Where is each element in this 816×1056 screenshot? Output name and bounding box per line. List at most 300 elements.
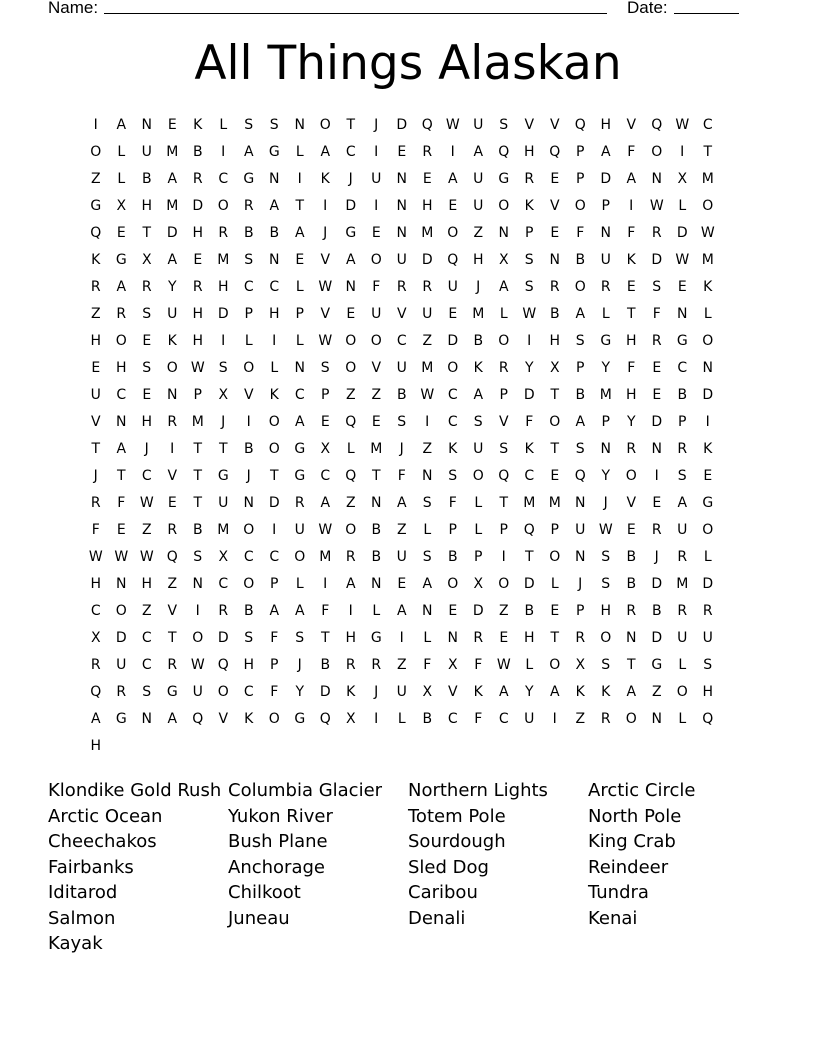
grid-letter[interactable]: S [601, 657, 611, 673]
grid-letter[interactable]: A [167, 171, 178, 187]
grid-letter[interactable]: E [677, 279, 687, 295]
grid-letter[interactable]: C [243, 279, 254, 295]
grid-letter[interactable]: Y [295, 684, 305, 700]
grid-letter[interactable]: C [243, 684, 254, 700]
grid-letter[interactable]: O [574, 279, 586, 295]
grid-letter[interactable]: I [221, 333, 226, 349]
grid-letter[interactable]: N [243, 495, 254, 511]
grid-letter[interactable]: R [422, 279, 433, 295]
grid-letter[interactable]: D [651, 630, 663, 646]
grid-letter[interactable]: X [320, 441, 331, 457]
grid-letter[interactable]: E [91, 360, 101, 376]
grid-letter[interactable]: D [447, 333, 459, 349]
grid-letter[interactable]: O [498, 198, 510, 214]
grid-letter[interactable]: O [549, 414, 561, 430]
grid-letter[interactable]: E [167, 495, 177, 511]
grid-letter[interactable]: L [295, 144, 304, 160]
grid-letter[interactable]: Z [498, 603, 509, 619]
grid-letter[interactable]: R [600, 279, 611, 295]
grid-letter[interactable]: Z [167, 576, 178, 592]
grid-letter[interactable]: V [243, 387, 254, 403]
grid-letter[interactable]: G [217, 468, 229, 484]
grid-letter[interactable]: G [702, 495, 714, 511]
grid-letter[interactable]: L [474, 495, 483, 511]
grid-letter[interactable]: Y [524, 360, 534, 376]
grid-letter[interactable]: C [447, 387, 458, 403]
grid-letter[interactable]: Q [217, 657, 229, 673]
grid-letter[interactable]: C [702, 117, 713, 133]
grid-letter[interactable]: I [195, 603, 200, 619]
grid-letter[interactable]: T [550, 630, 560, 646]
grid-letter[interactable]: O [115, 333, 127, 349]
grid-letter[interactable]: Z [651, 684, 662, 700]
grid-letter[interactable]: M [319, 549, 332, 565]
grid-letter[interactable]: J [297, 657, 302, 673]
grid-letter[interactable]: A [473, 144, 484, 160]
grid-letter[interactable]: O [676, 684, 688, 700]
grid-letter[interactable]: W [190, 360, 205, 376]
grid-letter[interactable]: K [193, 117, 203, 133]
grid-letter[interactable]: A [116, 279, 127, 295]
grid-letter[interactable]: N [269, 171, 280, 187]
grid-letter[interactable]: A [320, 144, 331, 160]
grid-letter[interactable]: G [294, 441, 306, 457]
grid-letter[interactable]: I [272, 522, 277, 538]
grid-letter[interactable]: H [625, 333, 637, 349]
grid-letter[interactable]: V [167, 468, 178, 484]
grid-letter[interactable]: F [627, 225, 636, 241]
grid-letter[interactable]: K [448, 441, 458, 457]
grid-letter[interactable]: V [218, 711, 229, 727]
grid-letter[interactable]: H [523, 630, 535, 646]
grid-letter[interactable]: E [448, 198, 458, 214]
grid-letter[interactable]: R [498, 360, 509, 376]
grid-letter[interactable]: O [166, 360, 178, 376]
grid-letter[interactable]: K [320, 171, 330, 187]
grid-letter[interactable]: B [549, 306, 560, 322]
grid-letter[interactable]: I [552, 711, 557, 727]
grid-letter[interactable]: V [524, 117, 535, 133]
grid-letter[interactable]: E [167, 117, 177, 133]
grid-letter[interactable]: O [243, 576, 255, 592]
grid-letter[interactable]: K [167, 333, 177, 349]
grid-letter[interactable]: A [167, 252, 178, 268]
grid-letter[interactable]: K [473, 360, 483, 376]
grid-letter[interactable]: U [447, 279, 458, 295]
grid-letter[interactable]: H [90, 576, 102, 592]
grid-letter[interactable]: N [498, 225, 509, 241]
grid-letter[interactable]: R [90, 279, 101, 295]
grid-letter[interactable]: L [703, 306, 712, 322]
grid-letter[interactable]: S [677, 468, 687, 484]
grid-letter[interactable]: R [167, 414, 178, 430]
grid-letter[interactable]: P [193, 387, 202, 403]
grid-letter[interactable]: H [702, 684, 714, 700]
grid-letter[interactable]: E [626, 522, 636, 538]
grid-letter[interactable]: A [269, 603, 280, 619]
grid-letter[interactable]: N [600, 225, 611, 241]
grid-letter[interactable]: C [498, 711, 509, 727]
grid-letter[interactable]: U [218, 495, 229, 511]
grid-letter[interactable]: L [678, 657, 687, 673]
grid-letter[interactable]: P [474, 549, 483, 565]
grid-letter[interactable]: D [676, 225, 688, 241]
grid-letter[interactable]: R [141, 279, 152, 295]
grid-letter[interactable]: J [654, 549, 659, 565]
grid-letter[interactable]: E [499, 630, 509, 646]
grid-letter[interactable]: A [167, 711, 178, 727]
grid-letter[interactable]: G [243, 171, 255, 187]
grid-letter[interactable]: A [600, 144, 611, 160]
grid-letter[interactable]: I [323, 198, 328, 214]
grid-letter[interactable]: T [91, 441, 101, 457]
grid-letter[interactable]: O [702, 333, 714, 349]
grid-letter[interactable]: W [649, 198, 664, 214]
grid-letter[interactable]: M [217, 522, 230, 538]
grid-letter[interactable]: D [600, 171, 612, 187]
grid-letter[interactable]: A [294, 414, 305, 430]
grid-letter[interactable]: O [268, 414, 280, 430]
grid-letter[interactable]: N [422, 468, 433, 484]
grid-letter[interactable]: X [498, 252, 509, 268]
grid-letter[interactable]: Q [574, 117, 586, 133]
grid-letter[interactable]: O [625, 711, 637, 727]
grid-letter[interactable]: A [549, 684, 560, 700]
grid-letter[interactable]: M [166, 198, 179, 214]
grid-letter[interactable]: I [323, 576, 328, 592]
grid-letter[interactable]: E [116, 225, 126, 241]
grid-letter[interactable]: S [652, 279, 662, 295]
grid-letter[interactable]: D [651, 414, 663, 430]
grid-letter[interactable]: X [345, 711, 356, 727]
grid-letter[interactable]: R [167, 657, 178, 673]
grid-letter[interactable]: Z [575, 711, 586, 727]
grid-letter[interactable]: H [421, 198, 433, 214]
grid-letter[interactable]: S [142, 360, 152, 376]
grid-letter[interactable]: T [193, 441, 203, 457]
grid-letter[interactable]: W [114, 549, 129, 565]
grid-letter[interactable]: C [90, 603, 101, 619]
grid-letter[interactable]: E [142, 333, 152, 349]
grid-letter[interactable]: C [269, 549, 280, 565]
grid-letter[interactable]: P [295, 306, 304, 322]
grid-letter[interactable]: W [420, 387, 435, 403]
grid-letter[interactable]: B [269, 225, 280, 241]
grid-letter[interactable]: N [677, 306, 688, 322]
grid-letter[interactable]: J [603, 495, 608, 511]
grid-letter[interactable]: R [371, 657, 382, 673]
grid-letter[interactable]: H [549, 333, 561, 349]
grid-letter[interactable]: S [295, 630, 305, 646]
grid-letter[interactable]: W [598, 522, 613, 538]
grid-letter[interactable]: J [374, 117, 379, 133]
grid-letter[interactable]: W [496, 657, 511, 673]
grid-letter[interactable]: E [550, 603, 560, 619]
grid-letter[interactable]: N [702, 360, 713, 376]
grid-letter[interactable]: V [549, 117, 560, 133]
grid-letter[interactable]: S [575, 333, 585, 349]
grid-letter[interactable]: Q [319, 711, 331, 727]
grid-letter[interactable]: C [447, 711, 458, 727]
grid-letter[interactable]: J [578, 576, 583, 592]
grid-letter[interactable]: Z [396, 522, 407, 538]
grid-letter[interactable]: N [269, 252, 280, 268]
grid-letter[interactable]: L [678, 198, 687, 214]
grid-letter[interactable]: M [191, 414, 204, 430]
grid-letter[interactable]: R [167, 522, 178, 538]
grid-letter[interactable]: E [397, 144, 407, 160]
grid-letter[interactable]: A [345, 576, 356, 592]
grid-letter[interactable]: P [601, 198, 610, 214]
grid-letter[interactable]: U [575, 522, 586, 538]
grid-letter[interactable]: J [348, 171, 353, 187]
grid-letter[interactable]: B [243, 441, 254, 457]
grid-letter[interactable]: R [575, 630, 586, 646]
grid-letter[interactable]: T [167, 630, 177, 646]
grid-letter[interactable]: X [422, 684, 433, 700]
grid-letter[interactable]: M [370, 441, 383, 457]
grid-letter[interactable]: A [243, 144, 254, 160]
grid-letter[interactable]: E [422, 171, 432, 187]
grid-letter[interactable]: H [192, 333, 204, 349]
grid-letter[interactable]: E [652, 495, 662, 511]
grid-letter[interactable]: R [116, 306, 127, 322]
grid-letter[interactable]: N [116, 414, 127, 430]
grid-letter[interactable]: O [294, 549, 306, 565]
grid-letter[interactable]: H [90, 738, 102, 754]
grid-letter[interactable]: U [141, 144, 152, 160]
grid-letter[interactable]: L [499, 306, 508, 322]
grid-letter[interactable]: X [90, 630, 101, 646]
grid-letter[interactable]: Y [167, 279, 177, 295]
grid-letter[interactable]: T [193, 495, 203, 511]
grid-letter[interactable]: B [524, 603, 535, 619]
grid-letter[interactable]: T [193, 468, 203, 484]
grid-letter[interactable]: Q [523, 522, 535, 538]
grid-letter[interactable]: D [523, 576, 535, 592]
grid-letter[interactable]: B [575, 387, 586, 403]
grid-letter[interactable]: S [142, 684, 152, 700]
grid-letter[interactable]: N [651, 171, 662, 187]
grid-letter[interactable]: A [396, 495, 407, 511]
grid-letter[interactable]: H [268, 306, 280, 322]
grid-letter[interactable]: E [626, 279, 636, 295]
grid-letter[interactable]: N [345, 279, 356, 295]
grid-letter[interactable]: P [499, 522, 508, 538]
grid-letter[interactable]: R [524, 171, 535, 187]
grid-letter[interactable]: R [192, 279, 203, 295]
grid-letter[interactable]: U [677, 522, 688, 538]
grid-letter[interactable]: L [397, 711, 406, 727]
grid-letter[interactable]: W [675, 117, 690, 133]
grid-letter[interactable]: S [422, 549, 432, 565]
grid-letter[interactable]: U [473, 198, 484, 214]
grid-letter[interactable]: U [116, 657, 127, 673]
grid-letter[interactable]: K [269, 387, 279, 403]
grid-letter[interactable]: V [320, 252, 331, 268]
grid-letter[interactable]: I [425, 414, 430, 430]
grid-letter[interactable]: E [142, 387, 152, 403]
grid-letter[interactable]: G [294, 468, 306, 484]
grid-letter[interactable]: Q [702, 711, 714, 727]
grid-letter[interactable]: V [320, 306, 331, 322]
grid-letter[interactable]: E [550, 468, 560, 484]
grid-letter[interactable]: N [651, 711, 662, 727]
grid-letter[interactable]: B [626, 549, 637, 565]
grid-letter[interactable]: Q [651, 117, 663, 133]
grid-letter[interactable]: Q [345, 414, 357, 430]
grid-letter[interactable]: Q [421, 117, 433, 133]
grid-letter[interactable]: A [294, 603, 305, 619]
grid-letter[interactable]: Q [447, 252, 459, 268]
grid-letter[interactable]: O [345, 360, 357, 376]
grid-letter[interactable]: A [116, 117, 127, 133]
grid-letter[interactable]: M [217, 252, 230, 268]
grid-letter[interactable]: K [524, 198, 534, 214]
grid-letter[interactable]: D [192, 198, 204, 214]
grid-letter[interactable]: R [345, 549, 356, 565]
grid-letter[interactable]: C [320, 468, 331, 484]
grid-letter[interactable]: P [499, 387, 508, 403]
grid-letter[interactable]: O [217, 684, 229, 700]
grid-letter[interactable]: N [626, 630, 637, 646]
grid-letter[interactable]: Q [498, 468, 510, 484]
grid-letter[interactable]: K [346, 684, 356, 700]
grid-letter[interactable]: O [702, 198, 714, 214]
grid-letter[interactable]: A [498, 684, 509, 700]
grid-letter[interactable]: O [319, 117, 331, 133]
grid-letter[interactable]: A [626, 171, 637, 187]
grid-letter[interactable]: F [372, 279, 381, 295]
grid-letter[interactable]: N [371, 576, 382, 592]
grid-letter[interactable]: O [243, 522, 255, 538]
grid-letter[interactable]: N [116, 576, 127, 592]
grid-letter[interactable]: I [527, 333, 532, 349]
grid-letter[interactable]: L [474, 522, 483, 538]
grid-letter[interactable]: W [190, 657, 205, 673]
grid-letter[interactable]: M [472, 306, 485, 322]
grid-letter[interactable]: R [345, 657, 356, 673]
grid-letter[interactable]: E [346, 306, 356, 322]
grid-letter[interactable]: N [396, 171, 407, 187]
grid-letter[interactable]: W [88, 549, 103, 565]
grid-letter[interactable]: D [319, 684, 331, 700]
grid-letter[interactable]: J [399, 441, 404, 457]
grid-letter[interactable]: T [142, 225, 152, 241]
grid-letter[interactable]: T [550, 441, 560, 457]
grid-letter[interactable]: A [345, 252, 356, 268]
grid-letter[interactable]: Q [549, 144, 561, 160]
grid-letter[interactable]: E [397, 576, 407, 592]
grid-letter[interactable]: M [166, 144, 179, 160]
date-blank-line[interactable] [674, 13, 739, 14]
name-blank-line[interactable] [104, 13, 607, 14]
grid-letter[interactable]: L [678, 711, 687, 727]
grid-letter[interactable]: I [399, 630, 404, 646]
grid-letter[interactable]: U [396, 360, 407, 376]
grid-letter[interactable]: G [600, 333, 612, 349]
grid-letter[interactable]: Z [90, 306, 101, 322]
grid-letter[interactable]: C [243, 549, 254, 565]
grid-letter[interactable]: O [549, 657, 561, 673]
grid-letter[interactable]: M [548, 495, 561, 511]
grid-letter[interactable]: A [90, 711, 101, 727]
grid-letter[interactable]: F [627, 144, 636, 160]
grid-letter[interactable]: Z [141, 522, 152, 538]
grid-letter[interactable]: S [601, 576, 611, 592]
grid-letter[interactable]: Z [345, 387, 356, 403]
grid-letter[interactable]: E [703, 468, 713, 484]
grid-letter[interactable]: W [318, 522, 333, 538]
grid-letter[interactable]: S [218, 360, 228, 376]
grid-letter[interactable]: I [272, 333, 277, 349]
grid-letter[interactable]: O [370, 252, 382, 268]
grid-letter[interactable]: O [651, 144, 663, 160]
grid-letter[interactable]: O [115, 603, 127, 619]
grid-letter[interactable]: N [167, 387, 178, 403]
grid-letter[interactable]: G [651, 657, 663, 673]
grid-letter[interactable]: O [447, 576, 459, 592]
grid-letter[interactable]: P [321, 387, 330, 403]
grid-letter[interactable]: L [372, 603, 381, 619]
grid-letter[interactable]: L [525, 657, 534, 673]
grid-letter[interactable]: N [575, 549, 586, 565]
grid-letter[interactable]: M [421, 225, 434, 241]
grid-letter[interactable]: K [601, 684, 611, 700]
grid-letter[interactable]: H [217, 279, 229, 295]
grid-letter[interactable]: K [524, 441, 534, 457]
grid-letter[interactable]: J [144, 441, 149, 457]
grid-letter[interactable]: R [651, 522, 662, 538]
grid-letter[interactable]: Z [371, 387, 382, 403]
grid-letter[interactable]: I [374, 144, 379, 160]
grid-letter[interactable]: Q [574, 468, 586, 484]
grid-letter[interactable]: E [320, 414, 330, 430]
grid-letter[interactable]: F [270, 630, 279, 646]
grid-letter[interactable]: B [192, 144, 203, 160]
grid-letter[interactable]: T [295, 198, 305, 214]
grid-letter[interactable]: U [371, 306, 382, 322]
grid-letter[interactable]: T [626, 657, 636, 673]
grid-letter[interactable]: F [525, 414, 534, 430]
grid-letter[interactable]: R [600, 711, 611, 727]
grid-letter[interactable]: K [244, 711, 254, 727]
grid-letter[interactable]: U [396, 252, 407, 268]
grid-letter[interactable]: H [192, 306, 204, 322]
grid-letter[interactable]: V [549, 198, 560, 214]
grid-letter[interactable]: J [323, 225, 328, 241]
grid-letter[interactable]: I [654, 468, 659, 484]
grid-letter[interactable]: I [246, 414, 251, 430]
grid-letter[interactable]: P [244, 306, 253, 322]
grid-letter[interactable]: B [575, 252, 586, 268]
grid-letter[interactable]: G [345, 225, 357, 241]
grid-letter[interactable]: Q [90, 225, 102, 241]
grid-letter[interactable]: M [676, 576, 689, 592]
grid-letter[interactable]: J [374, 684, 379, 700]
grid-letter[interactable]: D [702, 576, 714, 592]
grid-letter[interactable]: T [499, 495, 509, 511]
grid-letter[interactable]: U [422, 306, 433, 322]
grid-letter[interactable]: L [423, 630, 432, 646]
grid-letter[interactable]: K [473, 684, 483, 700]
grid-letter[interactable]: L [295, 576, 304, 592]
grid-letter[interactable]: I [374, 198, 379, 214]
grid-letter[interactable]: K [703, 441, 713, 457]
grid-letter[interactable]: N [549, 252, 560, 268]
grid-letter[interactable]: O [345, 333, 357, 349]
grid-letter[interactable]: E [116, 522, 126, 538]
